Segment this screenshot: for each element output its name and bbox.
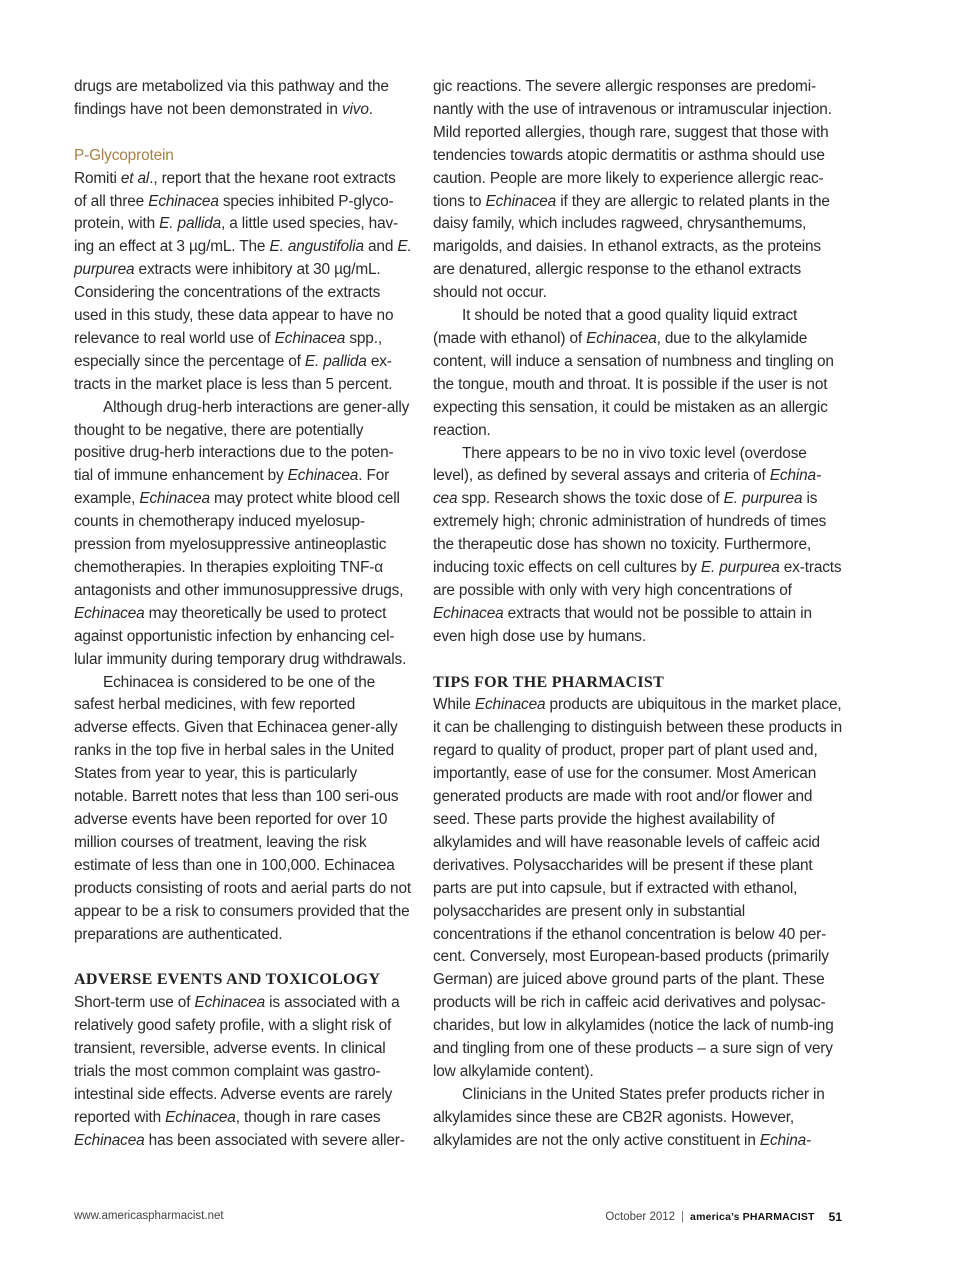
section-heading-tips-for-the-pharmacist: TIPS FOR THE PHARMACIST <box>433 673 665 691</box>
left-column <box>74 76 412 1153</box>
paragraph: While Echinacea products are ubiquitous in the market place, it can be challenging to distinguish between these products in regard to quality of product, proper part of plant used and, importantly, ease of use for the consumer. Most American generated products are made with root and/or flower and seed. These parts provide the highest availability of alkylamides and will have reasonable levels of caffeic acid derivatives. Polysaccharides will be present if these plant parts are put into capsule, but if extracted with ethanol, polysaccharides are present only in substantial concentrations if the ethanol concentration is below 40 per-cent. Conversely, most European-based products (primarily German) are juiced above ground parts of the plant. These products will be rich in caffeic acid derivatives and polysac-charides, but low in alkylamides (notice the lack of numb-ing and tingling from one of these products – a sure sign of very low alkylamide content). <box>433 696 843 1080</box>
footer-date: October 2012 <box>605 1211 676 1223</box>
right-column <box>433 76 843 1153</box>
paragraph: Romiti et al., report that the hexane root extracts of all three Echinacea species inhibited P-glyco-protein, with E. pallida, a little used species, hav-ing an effect at 3 µg/mL. The E. angustifolia and E. purpurea extracts were inhibitory at 30 µg/mL. Considering the concentrations of the extracts used in this study, these data appear to have no relevance to real world use of Echinacea spp., especially since the percentage of E. pallida ex-tracts in the market place is less than 5 percent. <box>74 169 412 393</box>
paragraph: It should be noted that a good quality liquid extract (made with ethanol) of Echinacea, due to the alkylamide content, will induce a sensation of numbness and tingling on the tongue, mouth and throat. It is possible if the user is not expecting this sensation, it could be mistaken as an allergic reaction. <box>433 307 834 439</box>
paragraph: Although drug-herb interactions are gener-ally thought to be negative, there are potentially positive drug-herb interactions due to the poten-tial of immune enhancement by Echinacea. For example, Echinacea may protect white blood cell counts in chemotherapy induced myelosup-pression from myelosuppressive antineoplastic chemotherapies. In therapies exploiting TNF-α antagonists and other immunosuppressive drugs, Echinacea may theoretically be used to protect against opportunistic infection by enhancing cel-lular immunity during temporary drug withdrawals. <box>74 398 410 668</box>
footer-separator: | <box>681 1211 685 1223</box>
footer-url: www.americaspharmacist.net <box>74 1210 224 1222</box>
paragraph: drugs are metabolized via this pathway and the findings have not been demonstrated in vivo. <box>74 78 389 118</box>
footer-issue-info <box>605 1210 842 1224</box>
magazine-logo: america’s PHARMACIST <box>690 1211 815 1223</box>
subsection-heading-p-glycoprotein: P-Glycoprotein <box>74 146 174 164</box>
paragraph: Echinacea is considered to be one of the safest herbal medicines, with few reported adverse effects. Given that Echinacea gener-ally ranks in the top five in herbal sales in the United States from year to year, this is particularly notable. Barrett notes that less than 100 seri-ous adverse events have been reported for over 10 million courses of treatment, leaving the risk estimate of less than one in 100,000. Echinacea products consisting of roots and aerial parts do not appear to be a risk to consumers provided that the preparations are authenticated. <box>74 673 411 943</box>
section-heading-adverse-events: ADVERSE EVENTS AND TOXICOLOGY <box>74 971 381 989</box>
paragraph: There appears to be no in vivo toxic level (overdose level), as defined by several assays and criteria of Echina-cea spp. Research shows the toxic dose of E. purpurea is extremely high; chronic administration of hundreds of times the therapeutic dose has shown no toxicity. Furthermore, inducing toxic effects on cell cultures by E. purpurea ex-tracts are possible with only with very high concentrations of Echinacea extracts that would not be possible to attain in even high dose use by humans. <box>433 444 842 645</box>
page-number: 51 <box>828 1210 842 1224</box>
paragraph: gic reactions. The severe allergic responses are predomi-nantly with the use of intravenous or intramuscular injection. Mild reported allergies, though rare, suggest that those with tendencies towards atopic dermatitis or asthma should use caution. People are more likely to experience allergic reac-tions to Echinacea if they are allergic to related plants in the daisy family, which includes ragweed, chrysanthemums, marigolds, and daisies. In ethanol extracts, as the proteins are denatured, allergic response to the ethanol extracts should not occur. <box>433 78 832 302</box>
paragraph: Clinicians in the United States prefer products richer in alkylamides since these are CB2R agonists. However, alkylamides are not the only active constituent in Echina- <box>433 1085 825 1149</box>
paragraph: Short-term use of Echinacea is associated with a relatively good safety profile, with a slight risk of transient, reversible, adverse events. In clinical trials the most common complaint was gastro-intestinal side effects. Adverse events are rarely reported with Echinacea, though in rare cases Echinacea has been associated with severe aller- <box>74 994 405 1149</box>
